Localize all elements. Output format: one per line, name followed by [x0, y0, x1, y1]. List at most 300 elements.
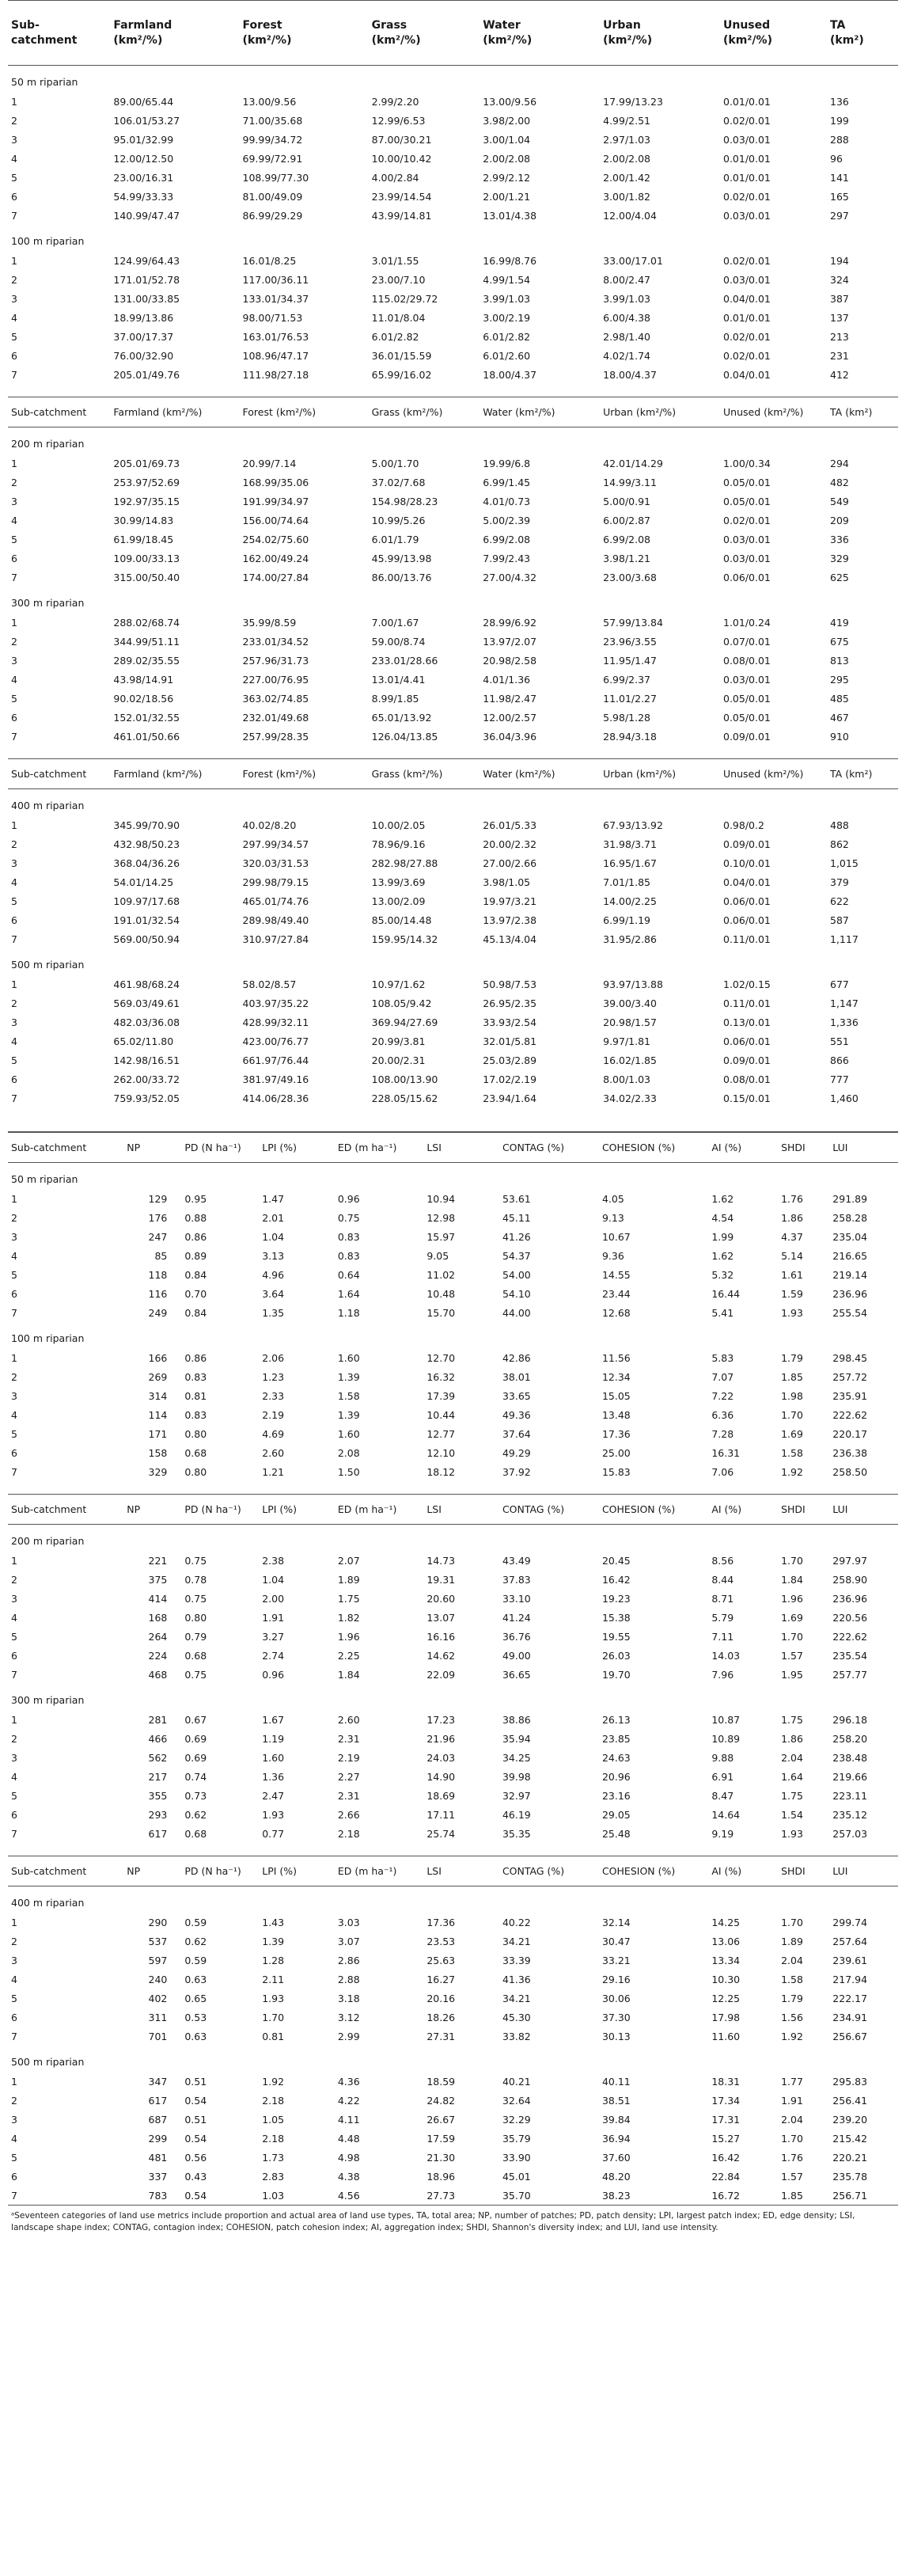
table-cell: 387: [830, 292, 849, 305]
table-row: [8, 1608, 898, 1627]
table-cell: 166: [148, 1351, 168, 1364]
table-cell: 11.56: [601, 1351, 631, 1364]
table-cell: 0.78: [184, 1573, 207, 1586]
table-cell: 488: [830, 819, 849, 831]
table-cell: 7.07: [711, 1370, 734, 1383]
table-cell: 1,336: [830, 1016, 859, 1028]
table-cell: 33.21: [601, 1954, 631, 1966]
table-cell: 4.36: [337, 2075, 360, 2088]
table-cell: 1.23: [262, 1370, 285, 1383]
table-cell: 25.74: [426, 1827, 456, 1840]
table-cell: 2.99/2.20: [371, 95, 419, 108]
table-cell: 297.97: [832, 1554, 868, 1567]
table-row: [8, 149, 898, 168]
table-cell: 3.12: [337, 2011, 360, 2023]
table-cell: 20.99/3.81: [371, 1035, 426, 1047]
column-header: Urban (km²/%): [600, 1, 720, 66]
table-cell: 5.00/0.91: [603, 495, 651, 507]
table-cell: 281: [148, 1713, 168, 1726]
table-cell: 40.02/8.20: [242, 819, 297, 831]
table-row: [8, 1589, 898, 1608]
table-cell: 2.31: [337, 1732, 360, 1745]
table-cell: 26.95/2.35: [483, 997, 537, 1009]
table-cell: 18.12: [426, 1465, 456, 1478]
table-cell: 220.56: [832, 1611, 868, 1624]
data-table: [8, 758, 898, 1108]
table-cell: 1.59: [781, 1287, 803, 1300]
table-cell: 2.33: [262, 1389, 285, 1402]
table-cell: 1.39: [337, 1370, 360, 1383]
table-cell: 45.01: [502, 2170, 531, 2183]
table-cell: 136: [830, 95, 849, 108]
table-cell: 24.82: [426, 2094, 456, 2107]
table-row: [8, 454, 898, 473]
table-cell: 5: [11, 171, 17, 184]
table-cell: 54.99/33.33: [113, 190, 174, 203]
column-header: Unused (km²/%): [720, 1, 827, 66]
table-gap: [8, 1108, 898, 1132]
table-cell: 5: [11, 1054, 17, 1066]
table-cell: 0.54: [184, 2094, 207, 2107]
table-cell: 3.00/2.19: [483, 311, 531, 324]
table-cell: 4: [11, 1973, 17, 1985]
table-cell: 11.02: [426, 1268, 456, 1281]
table-cell: 465.01/74.76: [242, 895, 309, 907]
table-cell: 0.70: [184, 1287, 207, 1300]
table-row: [8, 2027, 898, 2046]
column-header: LUI: [829, 1133, 898, 1163]
table-cell: 485: [830, 692, 849, 705]
table-cell: 38.51: [601, 2094, 631, 2107]
table-cell: 1.75: [781, 1789, 803, 1802]
table-cell: 37.92: [502, 1465, 531, 1478]
table-row: [8, 1824, 898, 1843]
table-cell: 7.00/1.67: [371, 616, 419, 629]
table-cell: 13.01/4.41: [371, 673, 426, 686]
table-row: [8, 2186, 898, 2205]
table-cell: 0.69: [184, 1751, 207, 1764]
table-cell: 44.00: [502, 1306, 531, 1319]
table-cell: 0.06/0.01: [723, 914, 771, 926]
table-cell: 297.99/34.57: [242, 838, 309, 850]
table-cell: 1.61: [781, 1268, 803, 1281]
table-cell: 324: [830, 273, 849, 286]
table-cell: 0.03/0.01: [723, 209, 771, 222]
table-cell: 256.67: [832, 2030, 868, 2042]
table-cell: 10.00/10.42: [371, 152, 432, 165]
table-cell: 255.54: [832, 1306, 868, 1319]
table-cell: 14.25: [711, 1916, 741, 1928]
table-cell: 19.31: [426, 1573, 456, 1586]
table-cell: 6: [11, 2011, 17, 2023]
column-header: Sub-catchment: [8, 1856, 123, 1886]
table-cell: 7: [11, 209, 17, 222]
table-cell: 24.63: [601, 1751, 631, 1764]
table-cell: 0.79: [184, 1630, 207, 1643]
table-cell: 4.01/1.36: [483, 673, 531, 686]
section-label: 100 m riparian: [11, 1332, 85, 1344]
table-cell: 33.00/17.01: [603, 254, 663, 267]
table-cell: 213: [830, 330, 849, 343]
table-cell: 0.65: [184, 1992, 207, 2004]
table-cell: 0.81: [184, 1389, 207, 1402]
section-label: 500 m riparian: [11, 2056, 85, 2068]
table-row: [8, 1303, 898, 1322]
table-cell: 299.98/79.15: [242, 876, 309, 888]
table-row: [8, 1189, 898, 1208]
table-cell: 1: [11, 819, 17, 831]
table-cell: 6: [11, 1287, 17, 1300]
table-cell: 19.23: [601, 1592, 631, 1605]
table-cell: 2: [11, 1370, 17, 1383]
table-cell: 289.02/35.55: [113, 654, 180, 667]
table-cell: 7.11: [711, 1630, 734, 1643]
table-cell: 20.60: [426, 1592, 456, 1605]
table-cell: 23.99/14.54: [371, 190, 432, 203]
table-row: [8, 1348, 898, 1367]
table-row: [8, 689, 898, 708]
column-header: Water (km²/%): [480, 759, 600, 789]
table-cell: 1.96: [781, 1592, 803, 1605]
table-cell: 3.07: [337, 1935, 360, 1947]
table-cell: 8.71: [711, 1592, 734, 1605]
table-cell: 2.38: [262, 1554, 285, 1567]
table-cell: 117.00/36.11: [242, 273, 309, 286]
table-cell: 1.70: [262, 2011, 285, 2023]
table-cell: 21.30: [426, 2151, 456, 2164]
table-cell: 5.00/2.39: [483, 514, 531, 526]
table-cell: 13.99/3.69: [371, 876, 426, 888]
table-row: [8, 530, 898, 549]
table-cell: 232.01/49.68: [242, 711, 309, 724]
table-cell: 1: [11, 2075, 17, 2088]
column-header: NP: [123, 1856, 181, 1886]
table-cell: 4.48: [337, 2132, 360, 2145]
table-cell: 13.06: [711, 1935, 741, 1947]
column-header: SHDI: [778, 1133, 829, 1163]
table-cell: 344.99/51.11: [113, 635, 180, 648]
column-header: ED (m ha⁻¹): [335, 1495, 424, 1525]
table-cell: 235.12: [832, 1808, 868, 1821]
table-cell: 19.55: [601, 1630, 631, 1643]
data-table: [8, 0, 898, 384]
table-cell: 257.77: [832, 1668, 868, 1681]
table-cell: 1: [11, 978, 17, 990]
table-cell: 162.00/49.24: [242, 552, 309, 564]
table-row: [8, 670, 898, 689]
table-cell: 1.04: [262, 1230, 285, 1243]
table-cell: 617: [148, 2094, 168, 2107]
table-cell: 219.14: [832, 1268, 868, 1281]
table-row: [8, 111, 898, 130]
table-cell: 5: [11, 895, 17, 907]
table-cell: 1.89: [781, 1935, 803, 1947]
table-cell: 296.18: [832, 1713, 868, 1726]
table-row: [8, 1970, 898, 1989]
table-cell: 3.99/1.03: [483, 292, 531, 305]
table-cell: 6.99/1.19: [603, 914, 651, 926]
table-row: [8, 1627, 898, 1646]
table-cell: 85: [154, 1249, 168, 1262]
table-cell: 33.90: [502, 2151, 531, 2164]
table-cell: 233.01/34.52: [242, 635, 309, 648]
table-cell: 6.99/2.08: [483, 533, 531, 545]
table-cell: 1.85: [781, 2189, 803, 2202]
table-cell: 428.99/32.11: [242, 1016, 309, 1028]
column-header: TA (km²): [827, 759, 898, 789]
table-cell: 34.21: [502, 1935, 531, 1947]
table-cell: 220.17: [832, 1427, 868, 1440]
table-cell: 4: [11, 1249, 17, 1262]
table-cell: 2.83: [262, 2170, 285, 2183]
table-cell: 18.99/13.86: [113, 311, 174, 324]
table-cell: 40.22: [502, 1916, 531, 1928]
table-cell: 6: [11, 552, 17, 564]
table-cell: 0.75: [184, 1668, 207, 1681]
table-cell: 235.04: [832, 1230, 868, 1243]
table-cell: 15.70: [426, 1306, 456, 1319]
table-cell: 4: [11, 2132, 17, 2145]
table-cell: 49.36: [502, 1408, 531, 1421]
table-cell: 13.48: [601, 1408, 631, 1421]
column-header: CONTAG (%): [499, 1133, 599, 1163]
table-cell: 3: [11, 133, 17, 146]
table-cell: 13.97/2.38: [483, 914, 537, 926]
table-cell: 288.02/68.74: [113, 616, 180, 629]
table-cell: 329: [830, 552, 849, 564]
table-cell: 29.05: [601, 1808, 631, 1821]
table-cell: 12.99/6.53: [371, 114, 426, 127]
table-cell: 2: [11, 114, 17, 127]
table-cell: 1.54: [781, 1808, 803, 1821]
table-cell: 6: [11, 1808, 17, 1821]
table-cell: 2.04: [781, 1954, 803, 1966]
table-cell: 27.00/4.32: [483, 571, 537, 583]
table-row: [8, 492, 898, 511]
table-cell: 205.01/49.76: [113, 368, 180, 381]
table-cell: 23.00/16.31: [113, 171, 174, 184]
table-cell: 11.01/2.27: [603, 692, 657, 705]
table-cell: 17.99/13.23: [603, 95, 663, 108]
table-cell: 1.43: [262, 1916, 285, 1928]
table-cell: 18.31: [711, 2075, 741, 2088]
table-cell: 28.99/6.92: [483, 616, 537, 629]
table-cell: 191.99/34.97: [242, 495, 309, 507]
table-cell: 45.99/13.98: [371, 552, 432, 564]
column-header: LUI: [829, 1495, 898, 1525]
table-cell: 36.04/3.96: [483, 730, 537, 743]
table-cell: 18.69: [426, 1789, 456, 1802]
table-cell: 11.95/1.47: [603, 654, 657, 667]
table-cell: 99.99/34.72: [242, 133, 303, 146]
table-cell: 129: [148, 1192, 168, 1205]
table-cell: 8.44: [711, 1573, 734, 1586]
table-cell: 1: [11, 616, 17, 629]
table-cell: 297: [830, 209, 849, 222]
section-label: 100 m riparian: [11, 235, 85, 247]
table-cell: 191.01/32.54: [113, 914, 180, 926]
table-row: [8, 1051, 898, 1070]
table-row: [8, 92, 898, 111]
table-row: [8, 1089, 898, 1108]
table-cell: 16.27: [426, 1973, 456, 1985]
column-header: Urban (km²/%): [600, 759, 720, 789]
table-cell: 42.86: [502, 1351, 531, 1364]
table-cell: 1.56: [781, 2011, 803, 2023]
table-cell: 1.57: [781, 2170, 803, 2183]
table-cell: 1.92: [781, 1465, 803, 1478]
table-cell: 111.98/27.18: [242, 368, 309, 381]
table-cell: 9.36: [601, 1249, 624, 1262]
table-cell: 2.60: [262, 1446, 285, 1459]
table-cell: 7: [11, 1827, 17, 1840]
table-cell: 235.91: [832, 1389, 868, 1402]
table-cell: 0.98/0.2: [723, 819, 764, 831]
table-cell: 239.61: [832, 1954, 868, 1966]
table-cell: 0.77: [262, 1827, 285, 1840]
table-cell: 46.19: [502, 1808, 531, 1821]
table-cell: 18.26: [426, 2011, 456, 2023]
column-header: TA (km²): [827, 397, 898, 427]
table-cell: 1,147: [830, 997, 859, 1009]
table-cell: 8.00/2.47: [603, 273, 651, 286]
table-cell: 37.83: [502, 1573, 531, 1586]
section-label: 400 m riparian: [11, 1897, 85, 1909]
table-cell: 4.00/2.84: [371, 171, 419, 184]
table-cell: 35.35: [502, 1827, 531, 1840]
table-row: [8, 549, 898, 568]
table-cell: 295.83: [832, 2075, 868, 2088]
table-cell: 19.97/3.21: [483, 895, 537, 907]
table-cell: 0.67: [184, 1713, 207, 1726]
table-cell: 1.93: [262, 1808, 285, 1821]
table-cell: 3.64: [262, 1287, 285, 1300]
table-cell: 1.04: [262, 1573, 285, 1586]
table-cell: 159.95/14.32: [371, 933, 438, 945]
table-cell: 28.94/3.18: [603, 730, 657, 743]
table-cell: 10.30: [711, 1973, 741, 1985]
table-cell: 0.86: [184, 1351, 207, 1364]
table-cell: 57.99/13.84: [603, 616, 663, 629]
table-cell: 0.11/0.01: [723, 933, 771, 945]
table-cell: 23.53: [426, 1935, 456, 1947]
table-cell: 137: [830, 311, 849, 324]
table-cell: 1: [11, 95, 17, 108]
table-cell: 25.48: [601, 1827, 631, 1840]
table-cell: 813: [830, 654, 849, 667]
table-cell: 0.75: [184, 1554, 207, 1567]
table-cell: 36.94: [601, 2132, 631, 2145]
table-cell: 2.99: [337, 2030, 360, 2042]
table-cell: 13.07: [426, 1611, 456, 1624]
table-cell: 0.83: [184, 1408, 207, 1421]
table-cell: 25.00: [601, 1446, 631, 1459]
table-cell: 2.04: [781, 2113, 803, 2126]
table-cell: 231: [830, 349, 849, 362]
table-cell: 3.03: [337, 1916, 360, 1928]
table-cell: 0.86: [184, 1230, 207, 1243]
table-cell: 23.96/3.55: [603, 635, 657, 648]
column-header: COHESION (%): [599, 1856, 708, 1886]
table-row: [8, 1932, 898, 1951]
table-cell: 3: [11, 1954, 17, 1966]
column-header: CONTAG (%): [499, 1856, 599, 1886]
table-cell: 20.96: [601, 1770, 631, 1783]
table-cell: 622: [830, 895, 849, 907]
table-cell: 1.58: [781, 1973, 803, 1985]
table-cell: 54.00: [502, 1268, 531, 1281]
table-cell: 363.02/74.85: [242, 692, 309, 705]
table-cell: 295: [830, 673, 849, 686]
table-row: [8, 365, 898, 384]
table-cell: 2: [11, 1732, 17, 1745]
table-row: [8, 1284, 898, 1303]
table-cell: 414: [148, 1592, 168, 1605]
table-row: [8, 708, 898, 727]
section-label: 200 m riparian: [11, 1535, 85, 1547]
table-cell: 537: [148, 1935, 168, 1947]
table-cell: 58.02/8.57: [242, 978, 297, 990]
section-label: 300 m riparian: [11, 597, 85, 609]
table-row: [8, 1386, 898, 1405]
table-row: [8, 1570, 898, 1589]
table-cell: 4.99/2.51: [603, 114, 651, 127]
table-cell: 18.96: [426, 2170, 456, 2183]
table-cell: 0.05/0.01: [723, 476, 771, 488]
table-cell: 257.96/31.73: [242, 654, 309, 667]
table-cell: 1.58: [337, 1389, 360, 1402]
data-table: [8, 1132, 898, 1481]
table-cell: 141: [830, 171, 849, 184]
table-cell: 124.99/64.43: [113, 254, 180, 267]
table-cell: 0.56: [184, 2151, 207, 2164]
table-row: [8, 727, 898, 746]
table-cell: 257.99/28.35: [242, 730, 309, 743]
table-gap: [8, 1843, 898, 1856]
table-cell: 2: [11, 2094, 17, 2107]
table-cell: 2.19: [262, 1408, 285, 1421]
table-cell: 1.93: [262, 1992, 285, 2004]
table-cell: 0.01/0.01: [723, 95, 771, 108]
table-cell: 288: [830, 133, 849, 146]
table-cell: 403.97/35.22: [242, 997, 309, 1009]
table-cell: 9.88: [711, 1751, 734, 1764]
table-cell: 16.31: [711, 1446, 741, 1459]
table-row: [8, 910, 898, 929]
table-cell: 42.01/14.29: [603, 457, 663, 469]
table-cell: 2.00/2.08: [483, 152, 531, 165]
table-cell: 7.06: [711, 1465, 734, 1478]
table-cell: 1.86: [781, 1211, 803, 1224]
table-cell: 168.99/35.06: [242, 476, 309, 488]
column-header: ED (m ha⁻¹): [335, 1856, 424, 1886]
table-cell: 0.68: [184, 1649, 207, 1662]
table-cell: 87.00/30.21: [371, 133, 432, 146]
table-cell: 0.08/0.01: [723, 654, 771, 667]
table-cell: 675: [830, 635, 849, 648]
table-cell: 13.00/9.56: [242, 95, 297, 108]
table-cell: 2: [11, 1573, 17, 1586]
table-cell: 1.93: [781, 1306, 803, 1319]
table-cell: 10.87: [711, 1713, 741, 1726]
table-cell: 687: [148, 2113, 168, 2126]
table-cell: 216.65: [832, 1249, 868, 1262]
table-cell: 45.30: [502, 2011, 531, 2023]
table-cell: 5: [11, 1992, 17, 2004]
table-cell: 4.37: [781, 1230, 803, 1243]
table-cell: 16.42: [601, 1573, 631, 1586]
table-cell: 6.99/1.45: [483, 476, 531, 488]
